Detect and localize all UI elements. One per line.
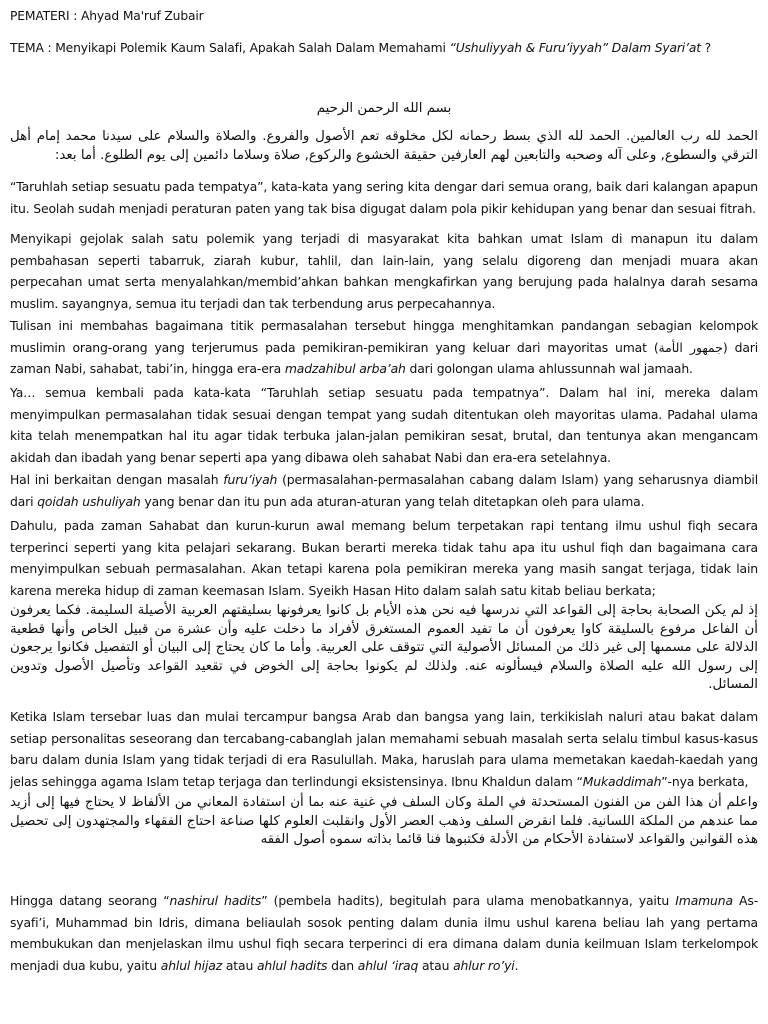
p8-text-g: . bbox=[514, 957, 519, 973]
tema-suffix: ? bbox=[700, 41, 712, 55]
tema-prefix: TEMA : Menyikapi Polemik Kaum Salafi, Apakah Salah Dalam Memahami bbox=[10, 41, 450, 55]
p7-text-b: ”-nya berkata, bbox=[661, 773, 749, 789]
p8-text-c: As-syafi’i, Muhammad bin Idris, dimana beliaulah sosok penting dalam dunia ilmu ushul karena beliau lah yang pertama membukukan dan menjelaskan ilmu ushul fiqh secara terperinci di era dimana dalam dunia keilmuan Islam terkelompok menjadi dua kubu, yaitu bbox=[10, 893, 759, 973]
tema-line bbox=[10, 40, 711, 56]
p3-text-b: dari golongan ulama ahlussunnah wal jamaah. bbox=[405, 361, 693, 377]
p8-text-e: dan bbox=[327, 957, 358, 973]
p8-text-b: ” (pembela hadits), begitulah para ulama menobatkannya, yaitu bbox=[261, 893, 676, 908]
basmala: بسم الله الرحمن الرحيم bbox=[316, 101, 452, 116]
paragraph-3 bbox=[10, 315, 758, 380]
paragraph-5 bbox=[10, 469, 758, 512]
p8-text-a: Hingga datang seorang “ bbox=[10, 893, 170, 908]
p8-text-d: atau bbox=[222, 957, 257, 973]
p3-italic: madzahibul arba’ah bbox=[284, 361, 406, 377]
paragraph-1: “Taruhlah setiap sesuatu pada tempatya”, kata-kata yang sering kita dengar dari semua orang, baik dari kalangan apapun itu. Seolah sudah menjadi peraturan paten yang tak bisa digugat dalam pola pikir kehidupan yang benar dan sesuai fitrah. bbox=[10, 179, 758, 216]
opening-arabic: الحمد لله رب العالمين. الحمد لله الذي بسط رحمانه لكل مخلوقه تعم الأصول والفروع. والصلاة والسلام على سيدنا محمد إمام أهل الترقي والسطوع, وعلى آله وصحبه والتابعين لهم العارفين حقيقة الخشوع والركوع, صلاة وسلاما دائمين إلى يوم الطلوع. أما بعد: bbox=[10, 129, 758, 163]
p8-italic-1: nashirul hadits bbox=[169, 893, 262, 908]
p3-text-a: Tulisan ini membahas bagaimana titik permasalahan tersebut hingga menghitamkan pandangan sebagian kelompok muslimin orang-orang yang terjerumus pada pemikiran-pemikiran yang keluar dari mayoritas umat (جمهور الأمة) dari zaman Nabi, sahabat, tabi’in, hingga era-era bbox=[10, 318, 758, 377]
quote-hito-arabic: إذ لم يكن الصحابة بحاجة إلى القواعد التي ندرسها فيه نحن هذه الأيام بل كانوا يعرفونها بسليقتهم العربية الأصيلة السليمة. فكما يعرفون أن الفاعل مرفوع بالسليقة كاوا يعرفون أن ما تفيد العموم المستغرق لأفراد ما دخلت عليه وأن عشرة من قبيل الخاص وأنها قطعية الدلالة على مسمىها إلى غير ذلك من المسائل الأصولية التي تتوقف على العربية. وأما ما كان يحتاج إلى البيان أو التفصيل فكانوا يرجعون إلى رسول الله عليه الصلاة والسلام فيسألونه عنه. ولذلك لم يكونوا بحاجة إلى الخوض في تقعيد القواعد وتأصيل الأصول وتدوين المسائل. bbox=[10, 603, 758, 693]
p5-italic-1: furu’iyah bbox=[223, 472, 278, 487]
p5-text-a: Hal ini berkaitan dengan masalah bbox=[10, 472, 224, 487]
paragraph-6: Dahulu, pada zaman Sahabat dan kurun-kurun awal memang belum terpetakan rapi tentang ilmu ushul fiqh secara terperinci seperti yang kita pelajari sekarang. Bukan berarti mereka tidak tahu apa itu ushul fiqh dan bagaimana cara menyimpulkan sebuah permasalahan. Akan tetapi karena pola pemikiran mereka yang masih sangat terjaga, tidak lain karena mereka hidup di zaman keemasan Islam. Syeikh Hasan Hito dalam salah satu kitab beliau berkata; bbox=[10, 518, 758, 598]
paragraph-4: Ya… semua kembali pada kata-kata “Taruhlah setiap sesuatu pada tempatnya”. Dalam hal ini, mereka dalam menyimpulkan permasalahan tidak sesuai dengan tempat yang sudah ditentukan oleh mayoritas ulama. Padahal ulama kita telah menempatkan hal itu agar tidak terbuka jalan-jalan pemikiran sesat, brutal, dan tentunya akan mengancam akidah dan ibadah yang benar seperti apa yang dibawa oleh sahabat Nabi dan era-era setelahnya. bbox=[10, 385, 758, 465]
p7-italic: Mukaddimah bbox=[582, 773, 662, 789]
tema-italic: “Ushuliyyah & Furu’iyyah” Dalam Syari’at bbox=[449, 41, 701, 55]
p5-text-b: (permasalahan-permasalahan cabang dalam Islam) yang seharusnya diambil dari bbox=[10, 472, 759, 509]
p8-italic-3: ahlul hijaz bbox=[160, 957, 223, 973]
paragraph-7 bbox=[10, 706, 758, 792]
p5-italic-2: qoidah ushuliyah bbox=[37, 493, 141, 509]
pemateri-line: PEMATERI : Ahyad Ma'ruf Zubair bbox=[10, 9, 204, 23]
p8-italic-4: ahlul hadits bbox=[256, 957, 328, 973]
p5-text-c: yang benar dan itu pun ada aturan-aturan yang telah ditetapkan oleh para ulama. bbox=[140, 493, 645, 509]
p8-italic-2: Imamuna bbox=[675, 893, 733, 908]
paragraph-8 bbox=[10, 890, 758, 976]
p8-italic-6: ahlur ro’yi bbox=[453, 957, 515, 973]
paragraph-2: Menyikapi gejolak salah satu polemik yang terjadi di masyarakat kita bahkan umat Islam di manapun itu dalam pembahasan seperti tabarruk, ziarah kubur, tahlil, dan lain-lain, yang selalu digoreng dan menjadi muara akan perpecahan umat serta menyalahkan/membid’ahkan bahkan mengkafirkan yang berujung pada halalnya darah sesama muslim. sayangnya, semua itu terjadi dan tak terbendung arus perpecahannya. bbox=[10, 231, 758, 311]
p8-text-f: atau bbox=[418, 957, 454, 973]
quote-ibnu-khaldun-arabic: واعلم أن هذا الفن من الفنون المستحدثة في الملة وكان السلف في غنية عنه بما أن استفادة المعاني من الألفاظ لا يحتاج فيها إلى أزيد مما عندهم من الملكة اللسانية. فلما انقرض السلف وذهب العصر الأول وانقلبت العلوم كلها صناعة احتاج الفقهاء والمجتهدون إلى تحصيل هذه القوانين والقواعد لاستفادة الأحكام من الأدلة فكتبوها فنا قائما بذاته سموه أصول الفقه bbox=[10, 795, 758, 848]
p7-text-a: Ketika Islam tersebar luas dan mulai tercampur bangsa Arab dan bangsa yang lain, terkikislah naluri atau bakat dalam setiap personalitas seseorang dan tercabang-cabanglah jalan memahami sebuah masalah serta selalu timbul kasus-kasus baru dalam dunia Islam yang tidak terjadi di era Rasulullah. Maka, haruslah para ulama memetakan kaedah-kaedah yang jelas sehingga agama Islam tetap terjaga dan terlindungi eksistensinya. Ibnu Khaldun dalam “ bbox=[10, 709, 758, 789]
p8-italic-5: ahlul ‘iraq bbox=[357, 957, 419, 973]
